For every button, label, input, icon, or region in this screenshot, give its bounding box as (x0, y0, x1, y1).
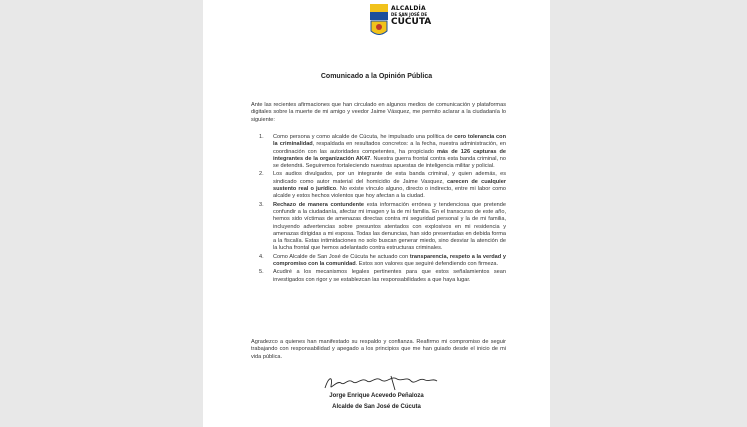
statement-number: 3. (259, 201, 264, 208)
statement-emphasis: carecen de cualquier sustento real o jurídico (273, 178, 507, 193)
statement-text: . Estos son valores que seguiré defendiendo con firmeza. (355, 261, 499, 268)
statement-item (253, 202, 506, 253)
logo-line-3: CÚCUTA (391, 17, 432, 27)
statement-text: . Nuestra guerra frontal contra esta banda criminal, no se detendrá. Seguiremos fortaleciendo nuestras apuestas de inteligencia militar y policial. (273, 155, 507, 170)
document-title: Comunicado a la Opinión Pública (320, 73, 433, 80)
statement-text: esta información errónea y tendenciosa que pretende confundir a la ciudadanía, afectar mi imagen y la de mi familia. En el transcurso de este año, hemos sido víctimas de amenazas directas contra mi seguridad personal y la de mi familia, incluyendo advertencias sobre presuntos atentados con explosivos en mi residencia y amenazas dirigidas a mi esposa. Todas las denuncias, han sido presentadas en debida forma a la fiscalía. Estas intimidaciones no solo buscan generar miedo, sino desviar la atención de la lucha frontal que hemos adelantado contra estructuras criminales. (273, 201, 507, 252)
statement-number: 2. (259, 171, 264, 178)
logo-line-2: DE SAN JOSÉ DE (391, 12, 428, 17)
document-page (203, 0, 550, 427)
signatory-name: Jorge Enrique Acevedo Peñaloza (329, 393, 424, 399)
alcaldia-logo (370, 4, 432, 40)
intro-paragraph: Ante las recientes afirmaciones que han circulado en algunos medios de comunicación y plataformas digitales sobre la muerte de mi amigo y veedor Jaime Vásquez, me permito aclarar a la ciudadanía lo siguiente: (251, 102, 506, 123)
statement-emphasis: más de 126 capturas de integrantes de la organización AK47 (273, 148, 506, 162)
statement-item (253, 269, 506, 284)
statement-list (253, 134, 506, 285)
logo-line-1: ALCALDÍA (391, 5, 426, 12)
statement-number: 5. (259, 269, 264, 276)
statement-item (253, 254, 506, 269)
statement-text: Los audios divulgados, por un integrante de esta banda criminal, y quien además, es sindicado como autor material del homicidio de Jaime Vasquez, (273, 171, 506, 185)
statement-item (253, 134, 506, 170)
statement-text: Acudiré a los mecanismos legales pertinentes para que estos señalamientos sean investigados con rigor y se establezcan las responsabilidades a que haya lugar. (273, 269, 506, 283)
statement-text: . No existe vínculo alguno, directo o indirecto, entre mi labor como alcalde y estos hechos violentos que hoy afectan a la ciudad. (273, 186, 506, 200)
statement-emphasis: Rechazo de manera contundente (273, 201, 365, 208)
city-seal-icon (370, 4, 388, 38)
closing-paragraph: Agradezco a quienes han manifestado su respaldo y confianza. Reafirmo mi compromiso de seguir trabajando con responsabilidad y apegado a los principios que me han guiado desde el inicio de mi vida pública. (251, 339, 506, 360)
statement-text: Como persona y como alcalde de Cúcuta, he impulsado una política de (273, 134, 455, 140)
statement-item (253, 171, 506, 200)
statement-emphasis: transparencia, respeto a la verdad y compromiso con la comunidad (273, 253, 506, 268)
signatory-role: Alcalde de San José de Cúcuta (332, 404, 421, 410)
statement-number: 1. (259, 134, 264, 140)
statement-text: Como Alcalde de San José de Cúcuta he actuado con (273, 253, 410, 260)
statement-number: 4. (259, 253, 264, 260)
handwritten-signature-icon (321, 374, 441, 392)
statement-emphasis: cero tolerancia con la criminalidad (273, 134, 507, 148)
statement-text: , respaldada en resultados concretos: a la fecha, nuestra administración, en coordinación con las autoridades competentes, ha propiciado (273, 141, 506, 155)
